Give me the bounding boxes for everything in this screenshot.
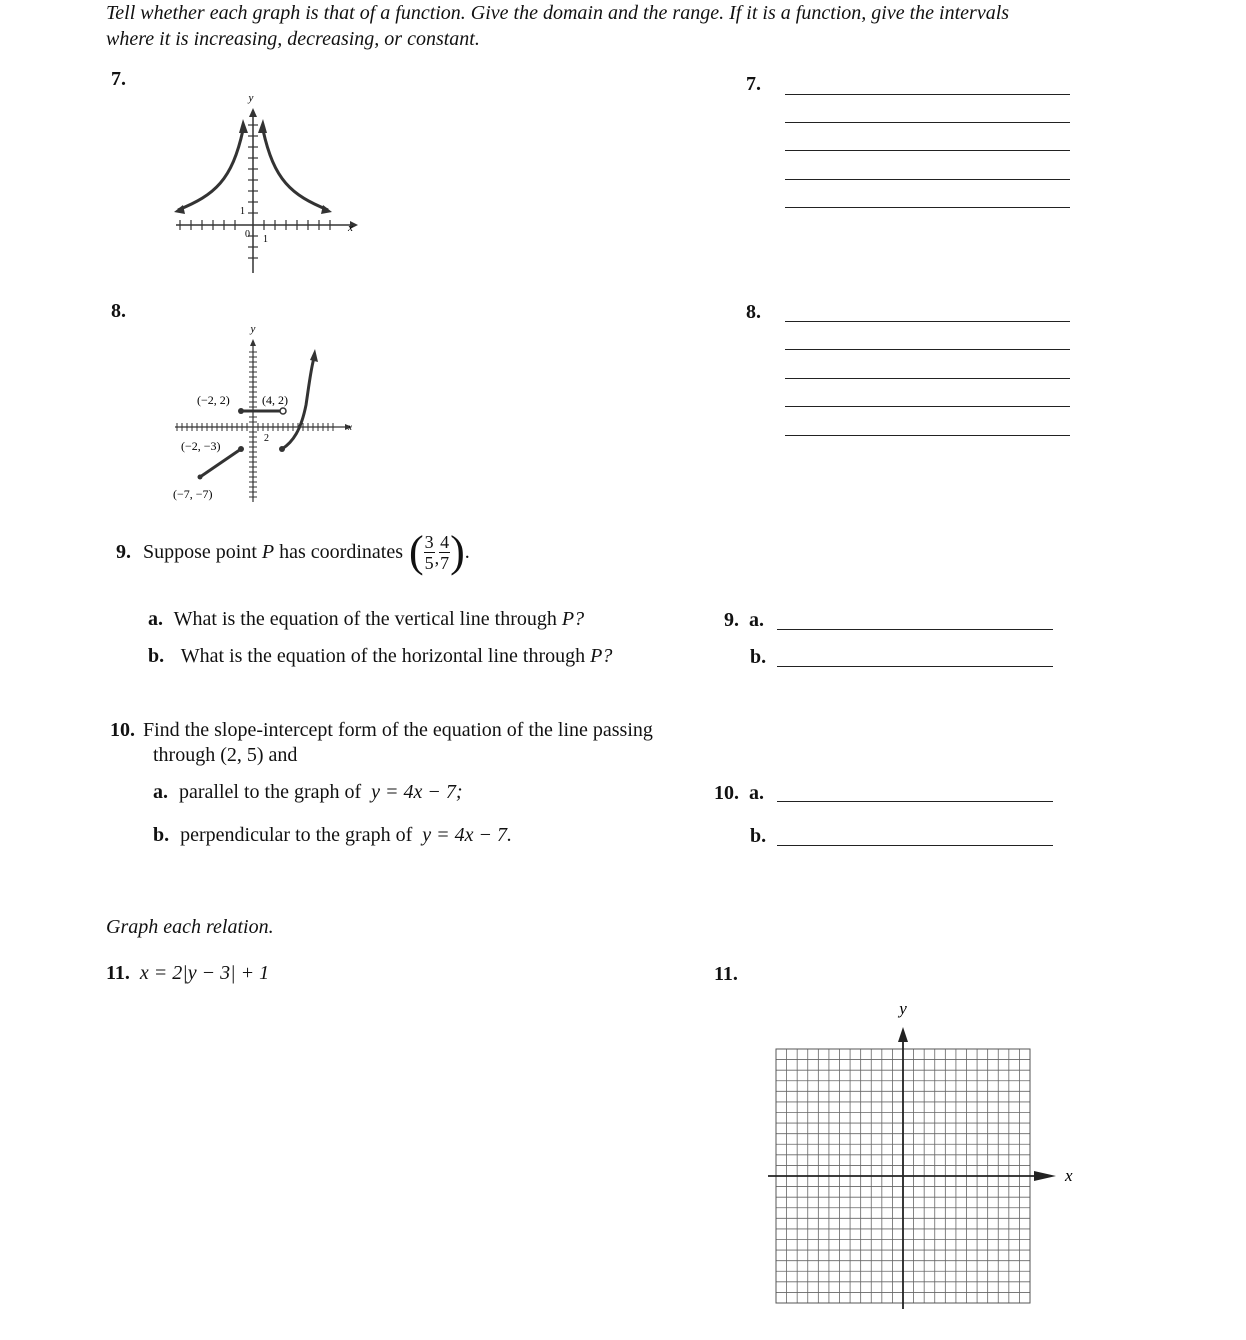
right-branch-arrow [258, 119, 267, 133]
problem-11: 11. x = 2|y − 3| + 1 [106, 962, 270, 984]
answer-8-label: 8. [746, 301, 761, 323]
lower-segment [200, 449, 241, 477]
tick-label-origin: 0 [245, 229, 250, 240]
answer-7-line-4[interactable] [785, 179, 1070, 180]
label-minus7-minus7: (−7, −7) [173, 487, 213, 501]
answer-9b-line[interactable] [777, 666, 1053, 667]
y-label: y [248, 92, 254, 104]
point-minus7-minus7 [198, 475, 203, 480]
instructions: Tell whether each graph is that of a function. Give the domain and the range. If it is a function, give the intervals where it is increasing, decreasing, or constant. [106, 2, 1010, 50]
point-minus2-minus3 [238, 446, 244, 452]
problem-10a: a. parallel to the graph of y = 4x − 7; [153, 781, 463, 803]
problem-10-stem: 10. Find the slope-intercept form of the equation of the line passing [110, 719, 653, 741]
answer-9a-label: 9. a. [724, 609, 764, 631]
tick-label-y: 1 [240, 206, 245, 217]
problem-9-stem: 9. Suppose point P has coordinates ( $\frac{3}{5}$ , $\frac{4}{7}$ ) . [116, 527, 470, 576]
answer-10b-label: b. [750, 825, 767, 847]
tick-label-x: 2 [264, 433, 269, 444]
problem-10-number: 10. [110, 719, 135, 741]
answer-11-grid[interactable] [760, 995, 1090, 1315]
point-curve-start [279, 446, 285, 452]
problem-10-stem-line2: through (2, 5) and [153, 744, 298, 766]
label-4-2: (4, 2) [262, 393, 288, 407]
answer-7-line-1[interactable] [785, 94, 1070, 95]
answer-8-line-4[interactable] [785, 406, 1070, 407]
y-axis-arrow [249, 108, 257, 117]
answer-7-label: 7. [746, 73, 761, 95]
x-label: x [1065, 1166, 1073, 1185]
answer-7-line-5[interactable] [785, 207, 1070, 208]
problem-10b: b. perpendicular to the graph of y = 4x − 7. [153, 824, 513, 846]
answer-10a-line[interactable] [777, 801, 1053, 802]
problem-7-number: 7. [111, 68, 126, 90]
problem-9a: a. What is the equation of the vertical line through P? [148, 608, 585, 630]
answer-11-label: 11. [714, 963, 738, 985]
coord-x-fraction: $\frac{3}{5}$ [424, 531, 434, 573]
problem-8-graph [165, 320, 365, 510]
left-branch [178, 130, 243, 210]
x-label: x [348, 222, 353, 234]
y-axis-arrow [898, 1027, 908, 1042]
answer-8-line-2[interactable] [785, 349, 1070, 350]
point-minus2-2 [238, 408, 244, 414]
problem-7-graph [160, 85, 370, 280]
label-minus2-minus3: (−2, −3) [181, 439, 221, 453]
problem-9-number: 9. [116, 540, 131, 563]
answer-7-line-2[interactable] [785, 122, 1070, 123]
section-graph-each-relation: Graph each relation. [106, 916, 274, 938]
problem-9b: b. What is the equation of the horizontal line through P? [148, 645, 613, 667]
right-branch [263, 130, 328, 210]
upper-curve-arrow [310, 349, 318, 362]
tick-label-x: 1 [263, 234, 268, 245]
answer-7-line-3[interactable] [785, 150, 1070, 151]
answer-9a-line[interactable] [777, 629, 1053, 630]
problem-8-number: 8. [111, 300, 126, 322]
answer-9b-label: b. [750, 646, 767, 668]
point-4-2-open [280, 408, 286, 414]
y-axis-arrow [250, 339, 256, 346]
y-label: y [250, 323, 256, 335]
y-label: y [899, 999, 907, 1018]
ticks [180, 125, 330, 258]
answer-10b-line[interactable] [777, 845, 1053, 846]
left-branch-arrow [239, 119, 248, 133]
answer-10a-label: 10. a. [714, 782, 764, 804]
label-minus2-2: (−2, 2) [197, 393, 230, 407]
coord-y-fraction: $\frac{4}{7}$ [440, 531, 450, 573]
answer-8-line-1[interactable] [785, 321, 1070, 322]
x-axis-arrow [1034, 1171, 1056, 1181]
answer-8-line-5[interactable] [785, 435, 1070, 436]
x-label: x [348, 422, 352, 432]
answer-8-line-3[interactable] [785, 378, 1070, 379]
